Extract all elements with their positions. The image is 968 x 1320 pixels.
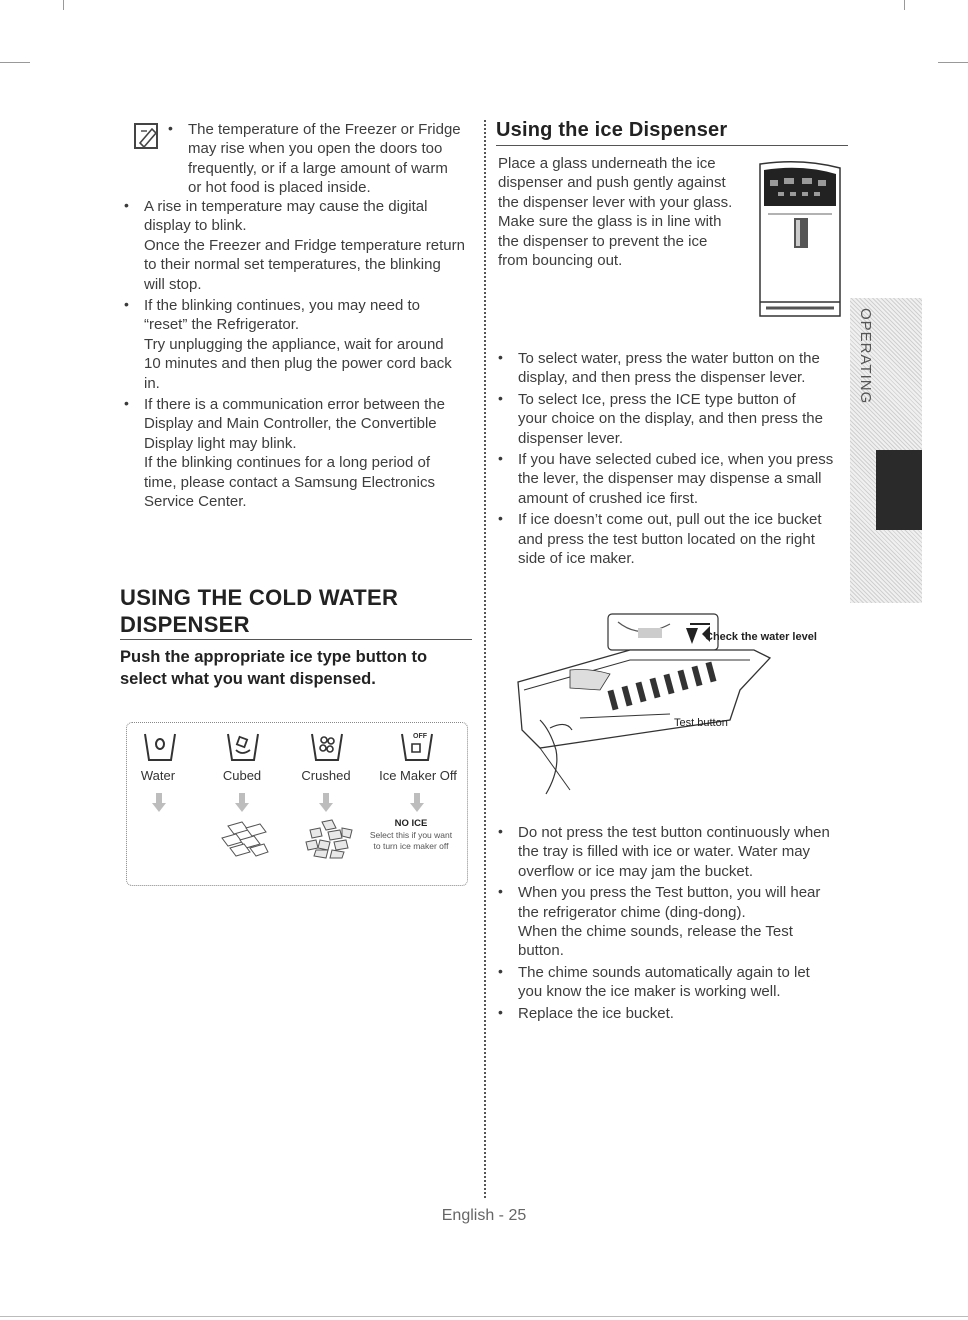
list-item-line: in.: [144, 374, 160, 392]
list-item-line: display, and then press the dispenser lever.: [518, 369, 806, 387]
list-item-line: • Replace the ice bucket.: [518, 1004, 674, 1022]
no-ice-title: NO ICE: [394, 818, 428, 829]
crushed-ice-cup-icon: [310, 730, 344, 766]
list-item-line: and press the test button located on the right: [518, 530, 815, 548]
down-arrow-icon: [319, 793, 333, 818]
note-bullet: [164, 120, 484, 198]
list-item-line: the refrigerator chime (ding-dong).: [518, 903, 746, 921]
note-line: or hot food is placed inside.: [188, 179, 371, 197]
list-item: [494, 510, 848, 568]
list-item-line: • Do not press the test button continuously when: [518, 824, 830, 841]
list-item-line: dispenser lever.: [518, 429, 624, 447]
ice-maker-off-icon: [400, 730, 434, 766]
list-item-line: If the blinking continues for a long period of: [144, 454, 431, 472]
subheading-line: Push the appropriate ice type button to: [120, 648, 428, 666]
intro-line: Place a glass underneath the ice: [498, 155, 716, 172]
note-line: may rise when you open the doors too: [188, 140, 443, 158]
no-ice-desc: to turn ice maker off: [373, 841, 449, 851]
left-bullet-list: [120, 197, 480, 512]
list-item-line: • If ice doesn’t come out, pull out the ice bucket: [518, 511, 822, 529]
no-ice-desc: Select this if you want: [369, 830, 453, 840]
list-item-line: Service Center.: [144, 493, 247, 511]
list-item-line: Display light may blink.: [144, 434, 297, 452]
off-tag: OFF: [413, 733, 427, 740]
button-label: Cubed: [222, 768, 262, 783]
list-item: [494, 349, 848, 388]
list-item: [494, 963, 850, 1002]
list-item-line: “reset” the Refrigerator.: [144, 316, 300, 334]
list-item: [120, 395, 480, 511]
note-icon: [132, 121, 162, 151]
subheading: [120, 646, 480, 690]
page-edge: [0, 1316, 968, 1317]
crop-mark: [63, 0, 64, 10]
list-item-line: When the chime sounds, release the Test: [518, 923, 793, 941]
list-item: [494, 450, 848, 508]
down-arrow-icon: [152, 793, 166, 818]
list-item-line: Display and Main Controller, the Convertible: [144, 415, 437, 433]
list-item-line: the tray is filled with ice or water. Water may: [518, 843, 811, 861]
intro-paragraph: [498, 154, 748, 270]
list-item-line: • If the blinking continues, you may need to: [144, 297, 421, 315]
list-item-line: the lever, the dispenser may dispense a small: [518, 470, 822, 488]
section-title-line: DISPENSER: [120, 612, 250, 637]
right-bullet-list-1: [494, 349, 848, 568]
crushed-ice-icon: [302, 818, 356, 865]
section-title-line: USING THE COLD WATER: [120, 585, 399, 610]
dispenser-illustration: [756, 158, 848, 331]
list-item-line: • To select Ice, press the ICE type button of: [518, 390, 796, 408]
down-arrow-icon: [410, 793, 424, 818]
list-item: [494, 883, 850, 961]
note-line: frequently, or if a large amount of warm: [188, 159, 448, 177]
list-item: [494, 1004, 850, 1023]
intro-line: dispenser and push gently against: [498, 174, 726, 192]
intro-line: from bouncing out.: [498, 252, 623, 270]
intro-line: Make sure the glass is in line with: [498, 213, 722, 231]
button-label: Ice Maker Off: [379, 768, 457, 783]
intro-line: the dispenser lever with your glass.: [498, 193, 733, 211]
crop-mark: [938, 62, 968, 63]
section-heading: [496, 119, 848, 146]
crop-mark: [0, 62, 30, 63]
list-item: [494, 390, 848, 448]
list-item-line: to their normal set temperatures, the blinking: [144, 256, 441, 274]
section-heading: [120, 584, 472, 640]
section-title: Using the ice Dispenser: [496, 119, 728, 141]
list-item-line: side of ice maker.: [518, 550, 635, 568]
list-item: [120, 197, 480, 294]
list-item-line: your choice on the display, and then press the: [518, 410, 823, 428]
list-item-line: overflow or ice may jam the bucket.: [518, 862, 754, 880]
list-item-line: • If there is a communication error between the: [144, 396, 445, 414]
test-button-callout: Test button: [674, 717, 728, 729]
list-item: [120, 296, 480, 393]
page-footer: English - 25: [441, 1207, 527, 1224]
note-line: • The temperature of the Freezer or Fridge: [188, 121, 461, 138]
list-item-line: you know the ice maker is working well.: [518, 983, 781, 1001]
list-item: [494, 823, 850, 881]
list-item-line: • To select water, press the water button on the: [518, 350, 820, 367]
list-item-line: button.: [518, 942, 564, 960]
list-item-line: amount of crushed ice first.: [518, 489, 699, 507]
water-level-callout: Check the water level: [705, 631, 817, 643]
list-item-line: display to blink.: [144, 217, 247, 235]
ice-cubes-icon: [218, 820, 270, 865]
list-item-line: • If you have selected cubed ice, when you press: [518, 451, 834, 469]
no-ice-note: [362, 818, 460, 852]
list-item-line: • A rise in temperature may cause the digital: [144, 198, 428, 215]
column-divider: [484, 120, 486, 1198]
subheading-line: select what you want dispensed.: [120, 670, 376, 688]
list-item-line: Once the Freezer and Fridge temperature return: [144, 236, 465, 254]
list-item-line: will stop.: [144, 275, 202, 293]
right-bullet-list-2: [494, 823, 850, 1023]
section-tab-marker: [876, 450, 922, 530]
down-arrow-icon: [235, 793, 249, 818]
list-item-line: • The chime sounds automatically again to let: [518, 963, 810, 981]
cubed-ice-cup-icon: [226, 730, 260, 766]
intro-line: the dispenser to prevent the ice: [498, 232, 708, 250]
button-label: Crushed: [301, 768, 351, 783]
button-label: Water: [140, 768, 176, 783]
list-item-line: 10 minutes and then plug the power cord back: [144, 355, 452, 373]
section-tab-label: OPERATING: [857, 308, 874, 405]
list-item-line: time, please contact a Samsung Electronics: [144, 473, 435, 491]
crop-mark: [904, 0, 905, 10]
list-item-line: Try unplugging the appliance, wait for around: [144, 335, 444, 353]
water-cup-icon: [143, 730, 177, 766]
list-item-line: • When you press the Test button, you will hear: [518, 884, 821, 902]
